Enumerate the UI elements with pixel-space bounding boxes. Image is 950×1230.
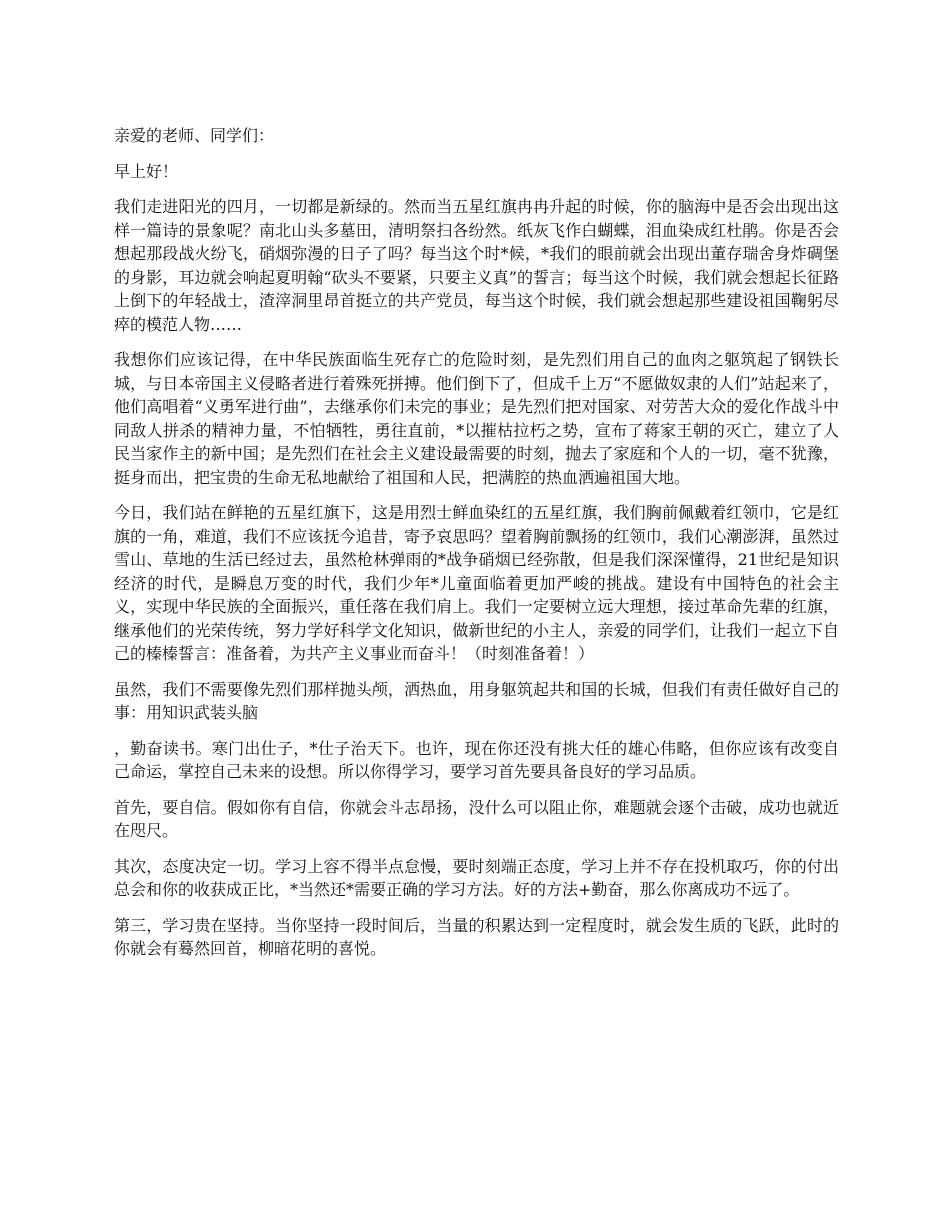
paragraph-responsibility: 虽然，我们不需要像先烈们那样抛头颅，洒热血，用身躯筑起共和国的长城，但我们有责任做好自己的事：用知识武装头脑 bbox=[114, 679, 839, 722]
paragraph-persistence: 第三，学习贵在坚持。当你坚持一段时间后，当量的积累达到一定程度时，就会发生质的飞跃，此时的你就会有蓦然回首，柳暗花明的喜悦。 bbox=[114, 915, 839, 958]
paragraph-april: 我们走进阳光的四月，一切都是新绿的。然而当五星红旗冉冉升起的时候，你的脑海中是否会出现出这样一篇诗的景象呢？南北山头多墓田，清明祭扫各纷然。纸灰飞作白蝴蝶，泪血染成红杜鹃。你是否会想起那段战火纷飞，硝烟弥漫的日子了吗？每当这个时*候，*我们的眼前就会出现出董存瑞舍身炸碉堡的身影，耳边就会响起夏明翰“砍头不要紧，只要主义真”的誓言；每当这个时候，我们就会想起长征路上倒下的年轻战士，渣滓洞里昂首挺立的共产党员，每当这个时候，我们就会想起那些建设祖国鞠躬尽瘁的模范人物…… bbox=[114, 197, 839, 334]
paragraph-confidence: 首先，要自信。假如你有自信，你就会斗志昂扬，没什么可以阻止你，难题就会逐个击破，成功也就近在咫尺。 bbox=[114, 797, 839, 840]
greeting: 亲爱的老师、同学们： bbox=[114, 126, 275, 145]
paragraph-today: 今日，我们站在鲜艳的五星红旗下，这是用烈士鲜血染红的五星红旗，我们胸前佩戴着红领巾，它是红旗的一角，难道，我们不应该抚今追昔，寄予哀思吗？望着胸前飘扬的红领巾，我们心潮澎湃，虽然过雪山、草地的生活已经过去，虽然枪林弹雨的*战争硝烟已经弥散，但是我们深深懂得，21世纪是知识经济的时代，是瞬息万变的时代，我们少年*儿童面临着更加严峻的挑战。建设有中国特色的社会主义，实现中华民族的全面振兴，重任落在我们肩上。我们一定要树立远大理想，接过革命先辈的红旗，继承他们的光荣传统，努力学好科学文化知识，做新世纪的小主人，亲爱的同学们，让我们一起立下自己的榛榛誓言：准备着，为共产主义事业而奋斗！（时刻准备着！） bbox=[114, 503, 839, 663]
paragraph-martyrs: 我想你们应该记得，在中华民族面临生死存亡的危险时刻，是先烈们用自己的血肉之躯筑起了钢铁长城，与日本帝国主义侵略者进行着殊死拼搏。他们倒下了，但成千上万“不愿做奴隶的人们”站起来了，他们高唱着“义勇军进行曲”，去继承你们未完的事业；是先烈们把对国家、对劳苦大众的爱化作战斗中同敌人拼杀的精神力量，不怕牺牲，勇往直前，*以摧枯拉朽之势，宣布了蒋家王朝的灭亡，建立了人民当家作主的新中国；是先烈们在社会主义建设最需要的时刻，抛去了家庭和个人的一切，毫不犹豫，挺身而出，把宝贵的生命无私地献给了祖国和人民，把满腔的热血洒遍祖国大地。 bbox=[114, 350, 839, 487]
document-body bbox=[114, 124, 839, 973]
paragraph-attitude: 其次，态度决定一切。学习上容不得半点怠慢，要时刻端正态度，学习上并不存在投机取巧，你的付出总会和你的收获成正比，*当然还*需要正确的学习方法。好的方法+勤奋，那么你离成功不远了。 bbox=[114, 856, 839, 899]
paragraph-morning: 早上好！ bbox=[114, 161, 179, 181]
paragraph-study: ，勤奋读书。寒门出仕子，*仕子治天下。也许，现在你还没有挑大任的雄心伟略，但你应该有改变自己命运，掌控自己未来的设想。所以你得学习，要学习首先要具备良好的学习品质。 bbox=[114, 738, 839, 781]
